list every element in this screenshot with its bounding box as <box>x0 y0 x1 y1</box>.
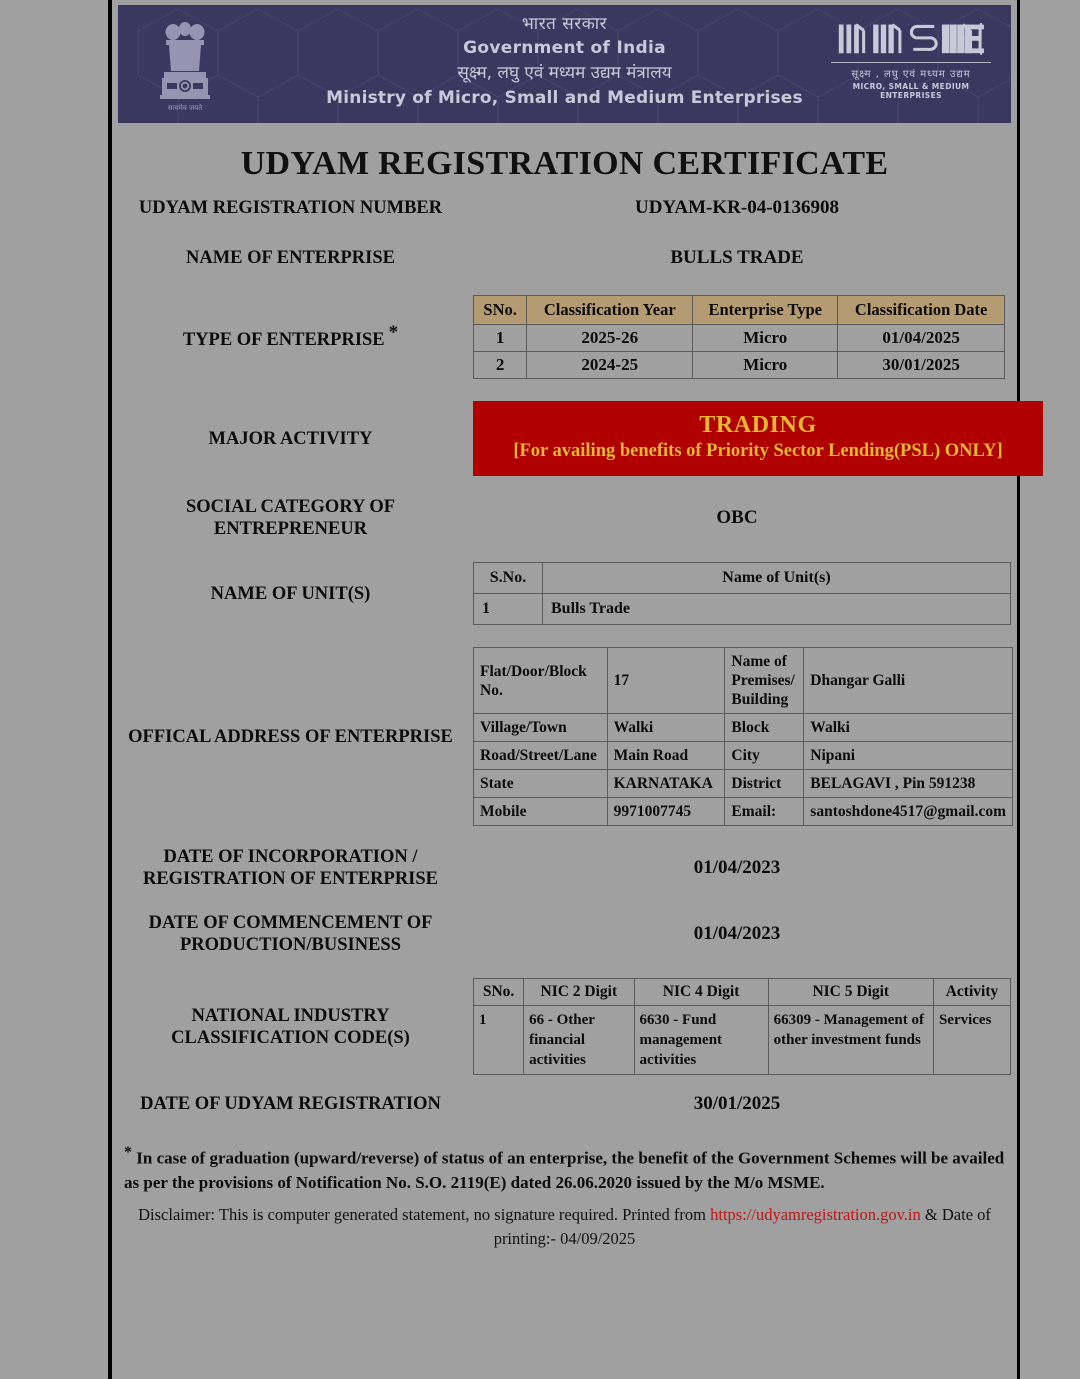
cell-date: 30/01/2025 <box>838 352 1005 379</box>
cell-sno: 1 <box>474 325 527 352</box>
table-header-row <box>474 563 1011 594</box>
row-name-of-enterprise <box>118 247 1011 269</box>
cell-date: 01/04/2025 <box>838 325 1005 352</box>
label-type-text: TYPE OF ENTERPRISE <box>182 330 385 351</box>
table-row <box>474 742 1013 770</box>
cell-key-city: City <box>725 742 804 770</box>
cell-key-district: District <box>725 770 804 798</box>
page-border-right <box>1017 0 1020 1379</box>
disclaimer-suffix: & Date of printing:- 04/09/2025 <box>493 1204 991 1248</box>
english-ministry-label: Ministry of Micro, Small and Medium Enterprises <box>326 88 803 108</box>
table-header-row <box>474 296 1005 325</box>
cell-sno: 2 <box>474 352 527 379</box>
table-row <box>474 325 1005 352</box>
table-row <box>474 714 1013 742</box>
value-date-of-incorporation: 01/04/2023 <box>693 857 781 878</box>
disclaimer-prefix: Disclaimer: This is computer generated statement, no signature required. Printed from <box>138 1204 711 1224</box>
cell-nic-4-digit: 6630 - Fund management activities <box>634 1006 768 1075</box>
hindi-ministry-label: सूक्ष्म, लघु एवं मध्यम उद्यम मंत्रालय <box>457 63 672 83</box>
cell-key-flat-door-block: Flat/Door/Block No. <box>474 648 608 714</box>
value-date-of-udyam-registration: 30/01/2025 <box>693 1093 781 1114</box>
label-date-of-incorporation: DATE OF INCORPORATION / REGISTRATION OF ENTERPRISE <box>142 847 439 889</box>
value-major-activity <box>463 401 1043 476</box>
label-major-activity: MAJOR ACTIVITY <box>208 428 373 449</box>
col-sno: SNo. <box>474 296 527 325</box>
col-unit-sno: S.No. <box>474 563 543 594</box>
cell-value-state: KARNATAKA <box>607 770 725 798</box>
row-name-of-units <box>118 562 1011 625</box>
row-date-of-commencement <box>118 912 1011 956</box>
cell-value-premises-building: Dhangar Galli <box>804 648 1013 714</box>
table-row <box>474 352 1005 379</box>
col-nic-5-digit: NIC 5 Digit <box>768 979 933 1006</box>
cell-value-road-street-lane: Main Road <box>607 742 725 770</box>
value-type-of-enterprise <box>463 295 1011 379</box>
label-official-address: OFFICAL ADDRESS OF ENTERPRISE <box>128 726 453 747</box>
cell-value-block: Walki <box>804 714 1013 742</box>
cell-key-village-town: Village/Town <box>474 714 608 742</box>
table-row <box>474 1006 1011 1075</box>
row-social-category <box>118 496 1011 540</box>
unit-names-table <box>473 562 1011 625</box>
label-name-of-units: NAME OF UNIT(S) <box>210 583 371 604</box>
col-nic-4-digit: NIC 4 Digit <box>634 979 768 1006</box>
row-date-of-udyam-registration <box>118 1093 1011 1115</box>
col-nic-sno: SNo. <box>474 979 524 1006</box>
svg-text:सत्यमेव जयते: सत्यमेव जयते <box>167 104 203 112</box>
cell-value-district: BELAGAVI , Pin 591238 <box>804 770 1013 798</box>
cell-year: 2025-26 <box>527 325 693 352</box>
table-header-row <box>474 979 1011 1006</box>
udyam-portal-link[interactable]: https://udyamregistration.gov.in <box>710 1204 921 1224</box>
label-name-of-enterprise: NAME OF ENTERPRISE <box>185 248 395 268</box>
cell-key-mobile: Mobile <box>474 798 608 826</box>
cell-unit-name: Bulls Trade <box>543 594 1011 625</box>
row-official-address <box>118 647 1011 826</box>
col-classification-date: Classification Date <box>838 296 1005 325</box>
label-date-of-commencement: DATE OF COMMENCEMENT OF PRODUCTION/BUSINESS <box>148 913 433 955</box>
label-type-of-enterprise <box>118 322 463 351</box>
col-unit-name: Name of Unit(s) <box>543 563 1011 594</box>
cell-nic-activity: Services <box>933 1006 1010 1075</box>
major-activity-name: TRADING <box>699 412 817 438</box>
cell-key-state: State <box>474 770 608 798</box>
cell-nic-sno: 1 <box>474 1006 524 1075</box>
cell-key-premises-building: Name of Premises/ Building <box>725 648 804 714</box>
value-date-of-commencement: 01/04/2023 <box>693 923 781 944</box>
english-government-label: Government of India <box>463 38 666 58</box>
cell-value-village-town: Walki <box>607 714 725 742</box>
row-major-activity <box>118 401 1011 476</box>
row-nic-codes <box>118 978 1011 1075</box>
table-row <box>474 798 1013 826</box>
cell-value-city: Nipani <box>804 742 1013 770</box>
certificate-sheet <box>112 0 1017 1379</box>
major-activity-note: [For availing benefits of Priority Sector Lending(PSL) ONLY] <box>513 441 1003 461</box>
row-date-of-incorporation <box>118 846 1011 890</box>
msme-english-tagline: MICRO, SMALL & MEDIUM ENTERPRISES <box>852 82 970 100</box>
value-social-category: OBC <box>716 507 758 528</box>
nic-codes-table <box>473 978 1011 1075</box>
table-row <box>474 770 1013 798</box>
col-nic-activity: Activity <box>933 979 1010 1006</box>
page-title: UDYAM REGISTRATION CERTIFICATE <box>240 145 889 182</box>
table-row <box>474 648 1013 714</box>
value-nic-codes <box>463 978 1011 1075</box>
cell-nic-5-digit: 66309 - Management of other investment funds <box>768 1006 933 1075</box>
label-social-category: SOCIAL CATEGORY OF ENTREPRENEUR <box>185 497 396 539</box>
footnote-graduation-note <box>124 1141 1007 1195</box>
row-udyam-registration-number <box>118 197 1011 219</box>
address-table <box>473 647 1013 826</box>
cell-unit-sno: 1 <box>474 594 543 625</box>
msme-wordmark-icon <box>835 15 988 57</box>
row-type-of-enterprise <box>118 295 1011 379</box>
col-nic-2-digit: NIC 2 Digit <box>524 979 634 1006</box>
government-header-banner <box>118 5 1011 123</box>
value-name-of-units <box>463 562 1011 625</box>
label-udyam-registration-number: UDYAM REGISTRATION NUMBER <box>138 198 443 218</box>
value-name-of-enterprise: BULLS TRADE <box>670 247 804 268</box>
enterprise-type-table <box>473 295 1005 379</box>
cell-type: Micro <box>693 352 838 379</box>
table-row <box>474 594 1011 625</box>
msme-logo <box>831 15 991 100</box>
cell-key-email: Email: <box>725 798 804 826</box>
cell-value-flat-door-block: 17 <box>607 648 725 714</box>
cell-type: Micro <box>693 325 838 352</box>
disclaimer-text <box>130 1203 999 1251</box>
footnote-star-marker: * <box>388 322 399 344</box>
cell-value-mobile: 9971007745 <box>607 798 725 826</box>
col-enterprise-type: Enterprise Type <box>693 296 838 325</box>
value-official-address <box>463 647 1013 826</box>
cell-value-email: santoshdone4517@gmail.com <box>804 798 1013 826</box>
hindi-government-label: भारत सरकार <box>521 14 608 34</box>
msme-hindi-tagline: सूक्ष्म , लघु एवं मध्यम उद्यम <box>831 62 991 80</box>
value-udyam-registration-number: UDYAM-KR-04-0136908 <box>634 197 840 218</box>
cell-nic-2-digit: 66 - Other financial activities <box>524 1006 634 1075</box>
cell-key-road-street-lane: Road/Street/Lane <box>474 742 608 770</box>
major-activity-banner <box>473 401 1043 476</box>
label-nic-codes: NATIONAL INDUSTRY CLASSIFICATION CODE(S) <box>171 1005 410 1048</box>
footnote-text: In case of graduation (upward/reverse) of status of an enterprise, the benefit of the Government Schemes will be availed as per the provisions of Notification No. S.O. 2119(E) dated 26.06.2020 issued by the M/o MSME. <box>124 1148 1005 1192</box>
col-classification-year: Classification Year <box>527 296 693 325</box>
cell-key-block: Block <box>725 714 804 742</box>
footnote-star: * <box>124 1144 132 1161</box>
label-date-of-udyam-registration: DATE OF UDYAM REGISTRATION <box>140 1094 441 1114</box>
cell-year: 2024-25 <box>527 352 693 379</box>
